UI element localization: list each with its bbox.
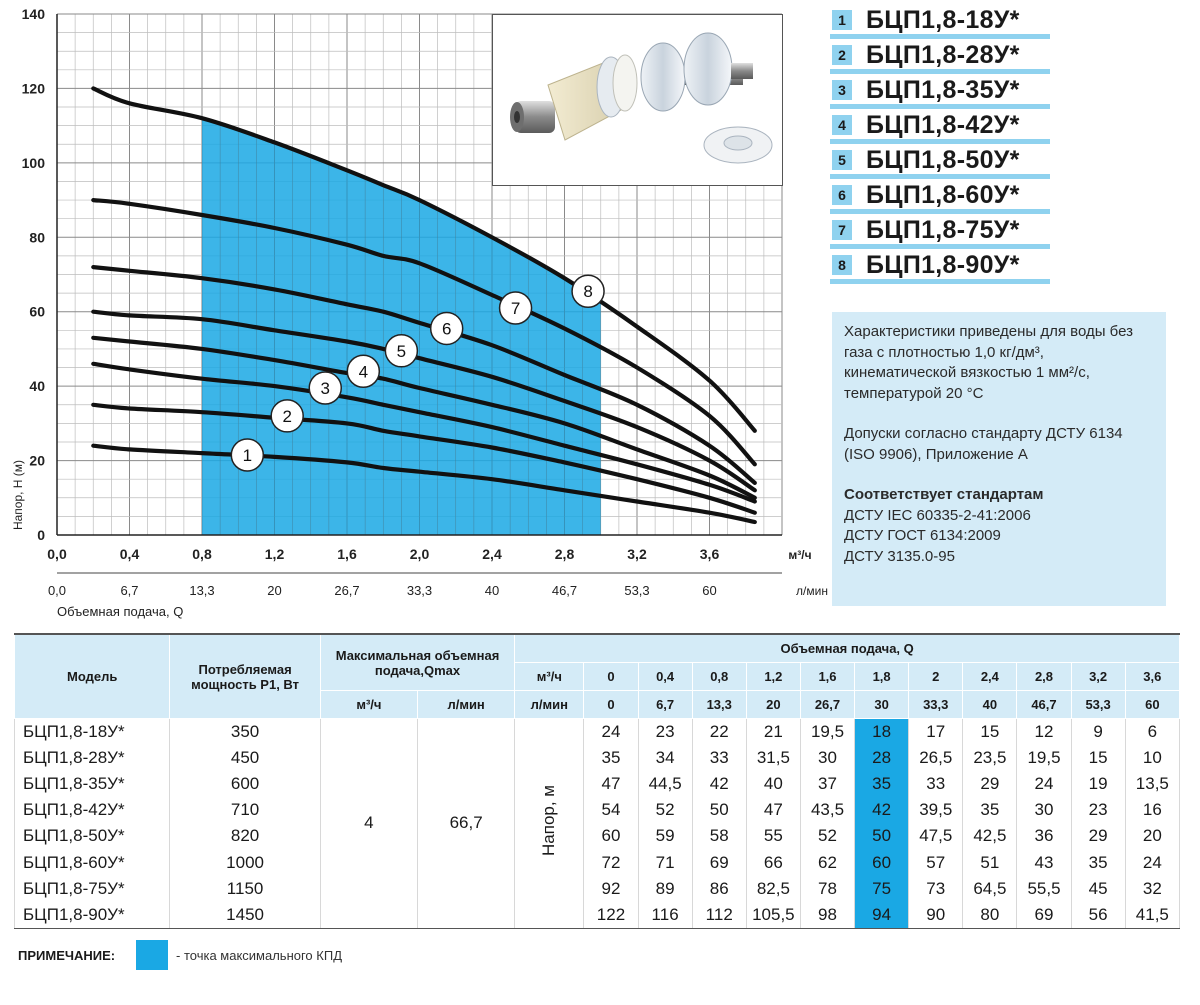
cell-head-value: 57 bbox=[909, 849, 963, 875]
header-flow: Объемная подача, Q bbox=[515, 634, 1180, 663]
cell-head-value: 73 bbox=[909, 876, 963, 902]
y-tick-label: 80 bbox=[29, 229, 45, 246]
x-unit-primary: м³/ч bbox=[788, 548, 812, 562]
cell-qmax-lmin: 66,7 bbox=[418, 719, 515, 929]
cell-head-value: 18 bbox=[855, 719, 909, 746]
cell-head-value: 60 bbox=[855, 849, 909, 875]
x-tick-label: 3,6 bbox=[699, 546, 720, 562]
y-tick-label: 140 bbox=[21, 6, 45, 22]
x-tick-label: 0,0 bbox=[47, 546, 67, 562]
cell-head-value: 72 bbox=[584, 849, 638, 875]
cell-model: БЦП1,8-90У* bbox=[15, 902, 170, 929]
cell-power: 1000 bbox=[170, 849, 320, 875]
header-unit-lmin: л/мин bbox=[515, 691, 584, 719]
cell-head-value: 66 bbox=[746, 849, 800, 875]
table-row bbox=[15, 823, 1180, 849]
cell-head-value: 29 bbox=[1071, 823, 1125, 849]
cell-head-value: 36 bbox=[1017, 823, 1071, 849]
cell-power: 1150 bbox=[170, 876, 320, 902]
y-tick-label: 100 bbox=[21, 154, 45, 171]
cell-head-value: 50 bbox=[692, 797, 746, 823]
cell-model: БЦП1,8-18У* bbox=[15, 719, 170, 746]
legend-number: 3 bbox=[832, 80, 852, 100]
table-row bbox=[15, 876, 1180, 902]
cell-head-value: 30 bbox=[800, 745, 854, 771]
cell-head-value: 42,5 bbox=[963, 823, 1017, 849]
legend-model-name: БЦП1,8-50У* bbox=[866, 145, 1020, 174]
x-tick-label-lmin: 60 bbox=[702, 583, 717, 598]
x-tick-label-lmin: 20 bbox=[267, 583, 282, 598]
cell-head-value: 52 bbox=[800, 823, 854, 849]
x-tick-label-lmin: 6,7 bbox=[120, 583, 139, 598]
x-tick-label: 0,4 bbox=[119, 546, 140, 562]
x-tick-label-lmin: 0,0 bbox=[47, 583, 67, 598]
header-model: Модель bbox=[15, 634, 170, 719]
cell-head-value: 55,5 bbox=[1017, 876, 1071, 902]
legend-item-2 bbox=[830, 41, 1050, 74]
pump-photo bbox=[492, 14, 783, 186]
cell-head-value: 90 bbox=[909, 902, 963, 929]
cell-head-value: 32 bbox=[1125, 876, 1179, 902]
info-conditions: Характеристики приведены для воды без газа с плотностью 1,0 кг/дм³, кинематической вязкостью 1 мм²/с, температурой 20 °С bbox=[844, 323, 1133, 402]
cell-head-value: 69 bbox=[692, 849, 746, 875]
cell-head-value: 71 bbox=[638, 849, 692, 875]
cell-head-value: 12 bbox=[1017, 719, 1071, 746]
legend-model-name: БЦП1,8-60У* bbox=[866, 180, 1020, 209]
x-tick-label-lmin: 13,3 bbox=[189, 583, 215, 598]
cell-head-value: 30 bbox=[1017, 797, 1071, 823]
legend-number: 2 bbox=[832, 45, 852, 65]
table-row bbox=[15, 849, 1180, 875]
legend-item-8 bbox=[830, 251, 1050, 284]
y-tick-label: 60 bbox=[29, 303, 45, 320]
cell-head-value: 20 bbox=[1125, 823, 1179, 849]
cell-model: БЦП1,8-50У* bbox=[15, 823, 170, 849]
x-tick-label-lmin: 33,3 bbox=[406, 583, 433, 598]
header-flow-m3-4: 1,6 bbox=[800, 663, 854, 691]
cell-head-value: 41,5 bbox=[1125, 902, 1179, 929]
header-qmax-m3: м³/ч bbox=[320, 691, 417, 719]
cell-model: БЦП1,8-75У* bbox=[15, 876, 170, 902]
x-tick-label: 2,8 bbox=[554, 546, 575, 562]
cell-model: БЦП1,8-28У* bbox=[15, 745, 170, 771]
y-tick-label: 20 bbox=[29, 452, 45, 469]
legend-model-name: БЦП1,8-18У* bbox=[866, 5, 1020, 34]
cell-head-value: 15 bbox=[1071, 745, 1125, 771]
header-flow-lmin-10: 60 bbox=[1125, 691, 1179, 719]
cell-head-value: 33 bbox=[692, 745, 746, 771]
cell-head-value: 56 bbox=[1071, 902, 1125, 929]
x-tick-label: 2,0 bbox=[409, 546, 430, 562]
cell-head-value: 35 bbox=[584, 745, 638, 771]
cell-model: БЦП1,8-60У* bbox=[15, 849, 170, 875]
header-power: Потребляемая мощность Р1, Вт bbox=[170, 634, 320, 719]
cell-head-value: 105,5 bbox=[746, 902, 800, 929]
cell-head-value: 22 bbox=[692, 719, 746, 746]
table-row bbox=[15, 745, 1180, 771]
cell-head-value: 47 bbox=[746, 797, 800, 823]
header-flow-lmin-1: 6,7 bbox=[638, 691, 692, 719]
legend-model-name: БЦП1,8-28У* bbox=[866, 40, 1020, 69]
y-tick-label: 40 bbox=[29, 378, 45, 395]
header-flow-lmin-5: 30 bbox=[855, 691, 909, 719]
x-tick-label-lmin: 26,7 bbox=[334, 583, 360, 598]
cell-head-value: 60 bbox=[584, 823, 638, 849]
cell-head-value: 86 bbox=[692, 876, 746, 902]
cell-head-value: 34 bbox=[638, 745, 692, 771]
header-flow-m3-1: 0,4 bbox=[638, 663, 692, 691]
cell-head-value: 17 bbox=[909, 719, 963, 746]
info-standard-3: ДСТУ 3135.0-95 bbox=[844, 547, 955, 565]
x-tick-label: 1,6 bbox=[337, 546, 357, 562]
cell-head-value: 23 bbox=[1071, 797, 1125, 823]
curve-marker-label: 6 bbox=[441, 319, 452, 339]
header-flow-lmin-6: 33,3 bbox=[909, 691, 963, 719]
info-box bbox=[832, 312, 1166, 606]
cell-head-value: 51 bbox=[963, 849, 1017, 875]
legend-model-name: БЦП1,8-35У* bbox=[866, 75, 1020, 104]
x-tick-label: 3,2 bbox=[627, 546, 647, 562]
cell-head-value: 23,5 bbox=[963, 745, 1017, 771]
cell-power: 820 bbox=[170, 823, 320, 849]
legend-model-name: БЦП1,8-90У* bbox=[866, 250, 1020, 279]
cell-head-value: 52 bbox=[638, 797, 692, 823]
table-row bbox=[15, 771, 1180, 797]
x-tick-label: 0,8 bbox=[192, 546, 212, 562]
cell-head-value: 35 bbox=[855, 771, 909, 797]
y-tick-label: 120 bbox=[21, 80, 45, 97]
performance-table bbox=[14, 633, 1180, 929]
cell-head-value: 62 bbox=[800, 849, 854, 875]
cell-head-value: 43 bbox=[1017, 849, 1071, 875]
x-unit-secondary: л/мин bbox=[796, 584, 828, 598]
curve-marker-label: 5 bbox=[396, 341, 407, 361]
cell-head-value: 33 bbox=[909, 771, 963, 797]
cell-model: БЦП1,8-35У* bbox=[15, 771, 170, 797]
header-flow-lmin-8: 46,7 bbox=[1017, 691, 1071, 719]
cell-head-value: 35 bbox=[963, 797, 1017, 823]
info-standards-title: Соответствует стандартам bbox=[844, 486, 1044, 503]
header-flow-lmin-2: 13,3 bbox=[692, 691, 746, 719]
x-tick-label: 2,4 bbox=[482, 546, 502, 562]
legend-item-1 bbox=[830, 6, 1050, 39]
curve-marker-label: 8 bbox=[583, 282, 593, 302]
legend-number: 1 bbox=[832, 10, 852, 30]
header-flow-m3-8: 2,8 bbox=[1017, 663, 1071, 691]
x-tick-label-lmin: 46,7 bbox=[551, 583, 578, 598]
header-flow-m3-9: 3,2 bbox=[1071, 663, 1125, 691]
cell-head-value: 42 bbox=[692, 771, 746, 797]
cell-head-value: 50 bbox=[855, 823, 909, 849]
legend-item-6 bbox=[830, 181, 1050, 214]
legend-model-name: БЦП1,8-42У* bbox=[866, 110, 1020, 139]
curve-marker-label: 2 bbox=[282, 406, 292, 426]
cell-head-value: 98 bbox=[800, 902, 854, 929]
legend-item-3 bbox=[830, 76, 1050, 109]
cell-head-value: 29 bbox=[963, 771, 1017, 797]
cell-head-value: 43,5 bbox=[800, 797, 854, 823]
note-label: ПРИМЕЧАНИЕ: bbox=[18, 947, 116, 963]
cell-head-value: 78 bbox=[800, 876, 854, 902]
header-flow-lmin-9: 53,3 bbox=[1071, 691, 1125, 719]
x-tick-label: 1,2 bbox=[264, 546, 285, 562]
header-flow-lmin-4: 26,7 bbox=[800, 691, 854, 719]
cell-head-value: 54 bbox=[584, 797, 638, 823]
header-flow-m3-6: 2 bbox=[909, 663, 963, 691]
cell-head-value: 19 bbox=[1071, 771, 1125, 797]
cell-head-value: 24 bbox=[584, 719, 638, 746]
cell-power: 350 bbox=[170, 719, 320, 746]
cell-head-value: 40 bbox=[746, 771, 800, 797]
cell-head-value: 15 bbox=[963, 719, 1017, 746]
cell-head-value: 47 bbox=[584, 771, 638, 797]
info-standard-1: ДСТУ IEC 60335-2-41:2006 bbox=[844, 506, 1031, 524]
y-axis-title: Напор, Н (м) bbox=[11, 459, 25, 531]
x-axis-title: Объемная подача, Q bbox=[57, 604, 184, 619]
x-tick-label-lmin: 40 bbox=[484, 583, 500, 598]
cell-power: 600 bbox=[170, 771, 320, 797]
cell-head-value: 10 bbox=[1125, 745, 1179, 771]
note-text: - точка максимального КПД bbox=[176, 947, 342, 963]
legend-number: 6 bbox=[832, 185, 852, 205]
table-row bbox=[15, 719, 1180, 746]
cell-head-value: 59 bbox=[638, 823, 692, 849]
cell-power: 710 bbox=[170, 797, 320, 823]
cell-head-value: 75 bbox=[855, 876, 909, 902]
legend-number: 7 bbox=[832, 220, 852, 240]
cell-head-label-wrap bbox=[515, 719, 584, 929]
cell-head-value: 80 bbox=[963, 902, 1017, 929]
cell-head-value: 69 bbox=[1017, 902, 1071, 929]
cell-head-value: 42 bbox=[855, 797, 909, 823]
info-standard-2: ДСТУ ГОСТ 6134:2009 bbox=[844, 527, 1001, 544]
cell-head-value: 16 bbox=[1125, 797, 1179, 823]
y-tick-label: 0 bbox=[37, 527, 45, 543]
legend-item-7 bbox=[830, 216, 1050, 249]
legend-number: 4 bbox=[832, 115, 852, 135]
cell-qmax-m3: 4 bbox=[320, 719, 417, 929]
cell-head-value: 21 bbox=[746, 719, 800, 746]
legend-item-4 bbox=[830, 111, 1050, 144]
cell-head-value: 47,5 bbox=[909, 823, 963, 849]
table-row bbox=[15, 797, 1180, 823]
cell-head-value: 26,5 bbox=[909, 745, 963, 771]
head-label: Напор, м bbox=[539, 785, 559, 857]
cell-head-value: 31,5 bbox=[746, 745, 800, 771]
header-flow-m3-5: 1,8 bbox=[855, 663, 909, 691]
cell-model: БЦП1,8-42У* bbox=[15, 797, 170, 823]
header-unit-m3: м³/ч bbox=[515, 663, 584, 691]
cell-head-value: 89 bbox=[638, 876, 692, 902]
header-qmax: Максимальная объемная подача,Qmax bbox=[320, 634, 514, 691]
cell-head-value: 39,5 bbox=[909, 797, 963, 823]
cell-head-value: 24 bbox=[1017, 771, 1071, 797]
info-tolerances: Допуски согласно стандарту ДСТУ 6134 (ISO 9906), Приложение А bbox=[844, 425, 1123, 463]
header-flow-lmin-0: 0 bbox=[584, 691, 638, 719]
cell-head-value: 35 bbox=[1071, 849, 1125, 875]
legend-item-5 bbox=[830, 146, 1050, 179]
cell-head-value: 55 bbox=[746, 823, 800, 849]
curve-marker-label: 1 bbox=[242, 445, 253, 465]
legend-number: 5 bbox=[832, 150, 852, 170]
cell-power: 450 bbox=[170, 745, 320, 771]
cell-head-value: 28 bbox=[855, 745, 909, 771]
cell-head-value: 64,5 bbox=[963, 876, 1017, 902]
header-flow-m3-10: 3,6 bbox=[1125, 663, 1179, 691]
cell-head-value: 13,5 bbox=[1125, 771, 1179, 797]
cell-head-value: 58 bbox=[692, 823, 746, 849]
header-flow-lmin-7: 40 bbox=[963, 691, 1017, 719]
cell-head-value: 122 bbox=[584, 902, 638, 929]
cell-head-value: 6 bbox=[1125, 719, 1179, 746]
cell-head-value: 82,5 bbox=[746, 876, 800, 902]
table-row bbox=[15, 902, 1180, 929]
header-flow-m3-0: 0 bbox=[584, 663, 638, 691]
cell-power: 1450 bbox=[170, 902, 320, 929]
cell-head-value: 19,5 bbox=[1017, 745, 1071, 771]
note-swatch bbox=[136, 940, 168, 970]
cell-head-value: 23 bbox=[638, 719, 692, 746]
header-flow-lmin-3: 20 bbox=[746, 691, 800, 719]
cell-head-value: 24 bbox=[1125, 849, 1179, 875]
cell-head-value: 45 bbox=[1071, 876, 1125, 902]
cell-head-value: 94 bbox=[855, 902, 909, 929]
header-flow-m3-3: 1,2 bbox=[746, 663, 800, 691]
header-flow-m3-2: 0,8 bbox=[692, 663, 746, 691]
cell-head-value: 92 bbox=[584, 876, 638, 902]
cell-head-value: 116 bbox=[638, 902, 692, 929]
legend-model-name: БЦП1,8-75У* bbox=[866, 215, 1020, 244]
cell-head-value: 9 bbox=[1071, 719, 1125, 746]
cell-head-value: 112 bbox=[692, 902, 746, 929]
curve-marker-label: 3 bbox=[320, 379, 330, 399]
cell-head-value: 19,5 bbox=[800, 719, 854, 746]
note bbox=[18, 940, 342, 970]
curve-marker-label: 4 bbox=[358, 362, 369, 382]
model-legend bbox=[830, 6, 1050, 286]
header-flow-m3-7: 2,4 bbox=[963, 663, 1017, 691]
cell-head-value: 44,5 bbox=[638, 771, 692, 797]
header-qmax-lmin: л/мин bbox=[418, 691, 515, 719]
curve-marker-label: 7 bbox=[510, 298, 521, 318]
x-tick-label-lmin: 53,3 bbox=[624, 583, 650, 598]
legend-number: 8 bbox=[832, 255, 852, 275]
cell-head-value: 37 bbox=[800, 771, 854, 797]
pump-image bbox=[493, 15, 783, 186]
